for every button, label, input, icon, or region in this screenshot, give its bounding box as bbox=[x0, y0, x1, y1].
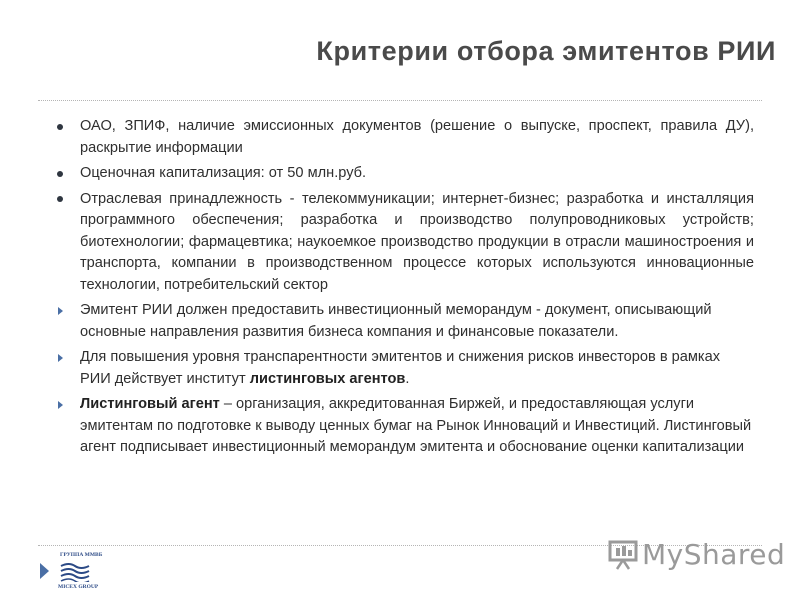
list-item-text: Оценочная капитализация: от 50 млн.руб. bbox=[80, 165, 367, 181]
bullet-dot-icon bbox=[50, 189, 70, 210]
logo-bottom-text: MICEX GROUP bbox=[58, 584, 99, 590]
logo-top-text: ГРУППА ММВБ bbox=[60, 552, 103, 558]
list-item bbox=[48, 116, 754, 159]
nav-arrow-icon bbox=[40, 563, 49, 579]
list-item-text: Эмитент РИИ должен предоставить инвестиционный меморандум - документ, описывающий основные направления развития бизнеса компания и финансовые показатели. bbox=[80, 302, 712, 340]
bullet-triangle-icon bbox=[50, 394, 70, 415]
micex-logo-icon bbox=[59, 562, 91, 582]
list-item bbox=[48, 189, 754, 297]
bullet-triangle-icon bbox=[50, 300, 70, 321]
bullet-triangle-icon bbox=[50, 347, 70, 368]
list-item-text-part: – организация, аккредитованная Биржей, и предоставляющая услуги эмитентам по подготовке к выводу ценных бумаг на Рынок Инноваций и Инвестиций. Листинговый агент подписывает инвестиционный меморандум эмитента и обоснование оценки капитализации bbox=[80, 396, 752, 455]
top-divider bbox=[38, 100, 762, 101]
watermark-text: MyShared bbox=[642, 537, 786, 571]
list-item-text bbox=[80, 394, 754, 459]
list-item bbox=[48, 394, 754, 459]
list-item bbox=[48, 300, 754, 343]
list-item-text-part: . bbox=[405, 370, 410, 387]
list-item-bold-term: Листинговый агент bbox=[80, 396, 220, 412]
list-item bbox=[48, 163, 754, 185]
list-item bbox=[48, 347, 754, 390]
bullet-dot-icon bbox=[50, 116, 70, 137]
slide-title: Критерии отбора эмитентов РИИ bbox=[316, 36, 776, 66]
presentation-icon bbox=[608, 538, 638, 570]
criteria-list bbox=[48, 116, 754, 463]
list-item-text: Отраслевая принадлежность - телекоммуникации; интернет-бизнес; разработка и инсталляция программного обеспечения; разработка и производство полупроводниковых устройств; биотехнологии; фармацевтика; наукоемкое производство продукции в отрасли машиностроения и транспорта, компании в производственном процессе которых используются инновационные технологии, потребительский сектор bbox=[80, 190, 754, 293]
list-item-bold-term: листинговых агентов bbox=[249, 370, 406, 387]
myshared-watermark bbox=[608, 534, 785, 574]
list-item-text-part: Для повышения уровня транспарентности эмитентов и снижения рисков инвесторов в рамках РИИ действует институт bbox=[80, 349, 721, 387]
micex-group-logo bbox=[28, 548, 118, 594]
list-item-text: ОАО, ЗПИФ, наличие эмиссионных документов (решение о выпуске, проспект, правила ДУ), раскрытие информации bbox=[80, 118, 754, 156]
bullet-dot-icon bbox=[50, 163, 70, 184]
list-item-text bbox=[80, 347, 754, 390]
